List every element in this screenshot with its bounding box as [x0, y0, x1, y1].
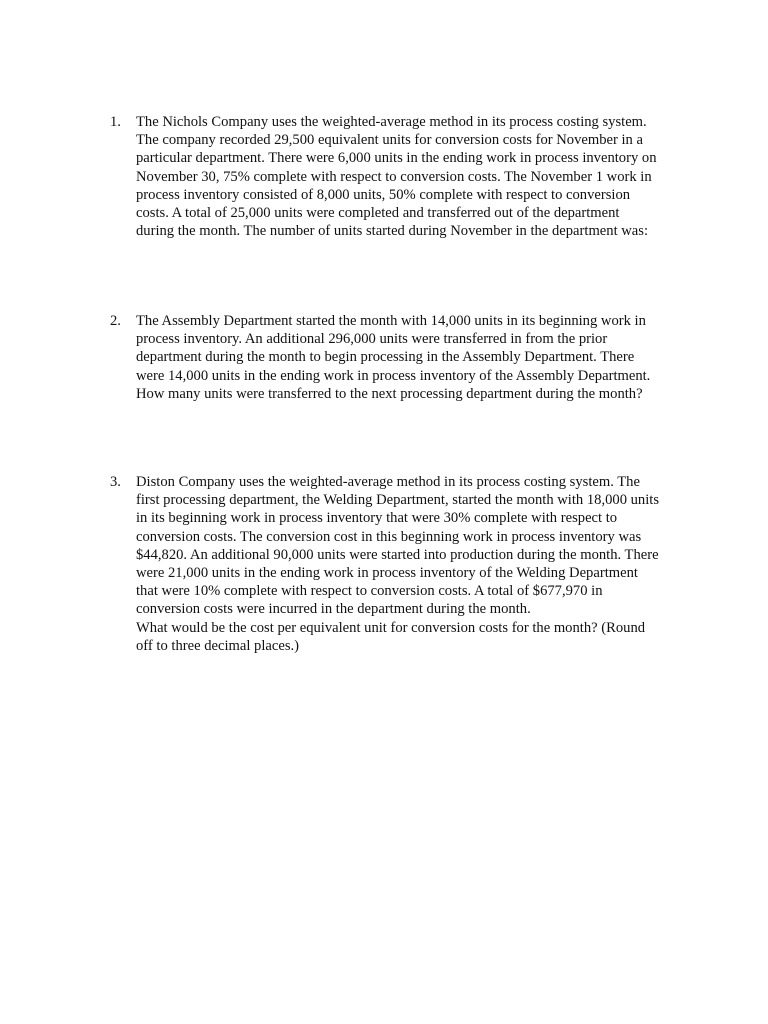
text-line: conversion costs were incurred in the department during the month. [136, 601, 531, 618]
text-line: first processing department, the Welding Department, started the month with 18,000 units [136, 492, 660, 509]
text-line: process inventory consisted of 8,000 units, 50% complete with respect to conversion [136, 186, 631, 203]
text-line: The company recorded 29,500 equivalent units for conversion costs for November in a [136, 132, 643, 149]
question-text [136, 312, 670, 403]
text-line: The Assembly Department started the month with 14,000 units in its beginning work in [136, 313, 646, 329]
text-line: off to three decimal places.) [136, 637, 300, 654]
text-line: conversion costs. The conversion cost in this beginning work in process inventory was [136, 528, 642, 545]
text-line: The Nichols Company uses the weighted-average method in its process costing system. [136, 114, 647, 130]
question-text [136, 473, 670, 655]
text-line: were 14,000 units in the ending work in process inventory of the Assembly Department. [136, 367, 651, 384]
question-text [136, 113, 670, 240]
question-3 [110, 473, 670, 655]
question-1 [110, 113, 670, 240]
text-line: that were 10% complete with respect to conversion costs. A total of $677,970 in [136, 583, 603, 600]
text-line: department during the month to begin processing in the Assembly Department. There [136, 349, 635, 366]
text-line: $44,820. An additional 90,000 units were started into production during the month. There [136, 546, 659, 563]
text-line: during the month. The number of units started during November in the department was: [136, 223, 649, 240]
text-line: What would be the cost per equivalent unit for conversion costs for the month? (Round [136, 619, 646, 636]
text-line: Diston Company uses the weighted-average method in its process costing system. The [136, 474, 640, 490]
text-line: How many units were transferred to the next processing department during the month? [136, 385, 643, 402]
text-line: process inventory. An additional 296,000 units were transferred in from the prior [136, 331, 608, 348]
text-line: costs. A total of 25,000 units were completed and transferred out of the department [136, 205, 620, 222]
text-line: particular department. There were 6,000 units in the ending work in process inventory on [136, 150, 657, 167]
text-line: were 21,000 units in the ending work in process inventory of the Welding Department [136, 565, 638, 582]
question-number: 1. [110, 114, 121, 130]
question-number: 2. [110, 313, 121, 329]
text-line: in its beginning work in process inventory that were 30% complete with respect to [136, 510, 618, 527]
question-number: 3. [110, 474, 121, 490]
question-2 [110, 312, 670, 403]
text-line: November 30, 75% complete with respect to conversion costs. The November 1 work in [136, 168, 652, 185]
